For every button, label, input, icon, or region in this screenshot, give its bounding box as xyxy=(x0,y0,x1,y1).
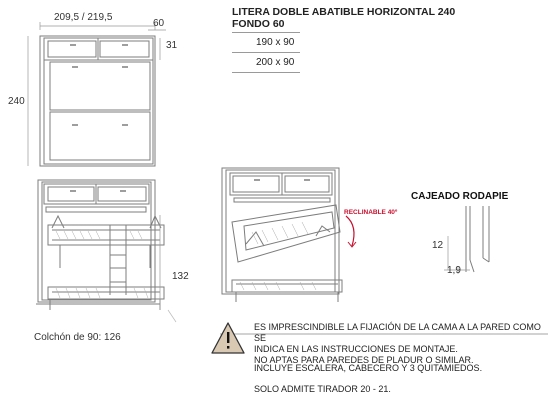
closed-cabinet-drawing xyxy=(40,36,155,166)
mattress-label: Colchón de 90: 126 xyxy=(34,332,121,343)
warning-note xyxy=(254,322,548,366)
divider xyxy=(232,52,300,53)
size-option: 190 x 90 xyxy=(256,37,295,48)
product-title-line1: LITERA DOBLE ABATIBLE HORIZONTAL 240 xyxy=(232,6,456,18)
warning-line: ES IMPRESCINDIBLE LA FIJACIÓN DE LA CAMA A LA PARED COMO SE xyxy=(254,322,541,343)
product-title-line2: FONDO 60 xyxy=(232,18,285,30)
bed-height-dimension-label: 132 xyxy=(172,271,189,282)
width-dimension-label: 209,5 / 219,5 xyxy=(54,12,113,23)
recline-arrow xyxy=(346,216,356,247)
top-dimension-label: 31 xyxy=(166,40,178,51)
divider xyxy=(232,72,300,73)
depth-dimension-label: 60 xyxy=(153,18,165,29)
detail-label-19: 1,9 xyxy=(447,265,461,276)
product-title xyxy=(232,6,472,30)
divider xyxy=(232,32,300,33)
recline-label: RECLINABLE 40º xyxy=(344,209,398,216)
handle-note: SOLO ADMITE TIRADOR 20 - 21. xyxy=(254,384,391,394)
height-dimension-label: 240 xyxy=(8,96,25,107)
detail-label-12: 12 xyxy=(432,240,444,251)
reclined-bunk-drawing xyxy=(222,168,342,302)
baseboard-detail-drawing xyxy=(466,206,489,272)
warning-icon xyxy=(212,323,244,353)
detail-title: CAJEADO RODAPIE xyxy=(411,191,509,202)
size-option: 200 x 90 xyxy=(256,57,295,68)
warning-line: NO APTAS PARA PAREDES DE PLADUR O SIMILAR. xyxy=(254,355,474,365)
includes-note: INCLUYE ESCALERA, CABECERO Y 3 QUITAMIEDOS. xyxy=(254,363,483,373)
warning-line: INDICA EN LAS INSTRUCCIONES DE MONTAJE. xyxy=(254,344,458,354)
